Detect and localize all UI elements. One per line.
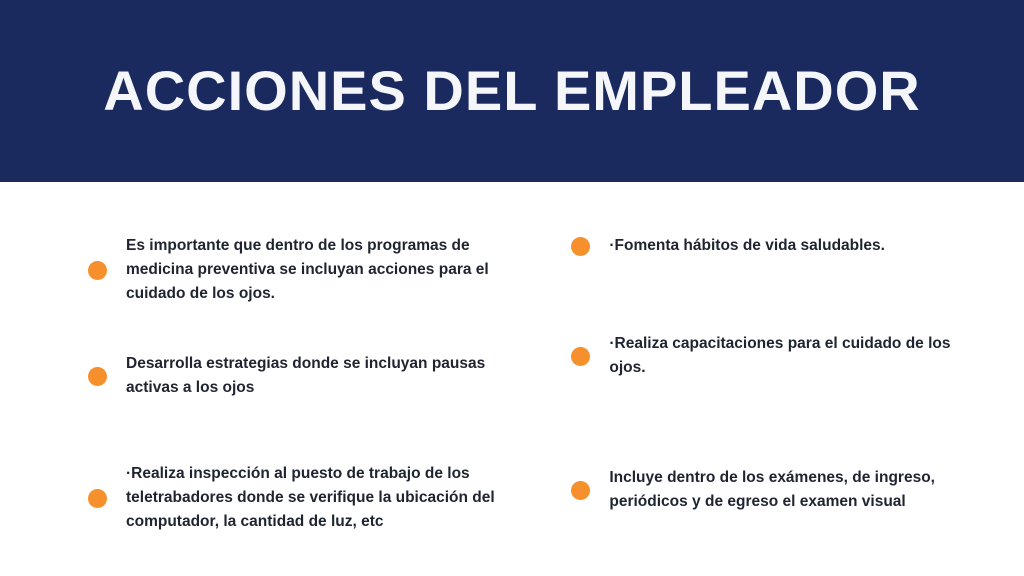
list-item-text: Es importante que dentro de los programas de medicina preventiva se incluyan acciones para el cuidado de los ojos. [126,237,489,303]
list-item [571,234,968,258]
list-item [88,352,517,400]
list-item [571,466,968,514]
right-column [527,234,968,546]
list-item-text: ·Fomenta hábitos de vida saludables. [609,237,885,254]
bullet-dot-icon [571,347,590,366]
list-item-text: Incluye dentro de los exámenes, de ingreso, periódicos y de egreso el examen visual [609,469,935,511]
bullet-dot-icon [571,237,590,256]
left-column [88,234,527,546]
bullet-dot-icon [88,489,107,508]
bullet-dot-icon [88,261,107,280]
list-item-text: ·Realiza inspección al puesto de trabajo de los teletrabadores donde se verifique la ubicación del computador, la cantidad de luz, etc [126,465,495,531]
list-item-text: ·Realiza capacitaciones para el cuidado de los ojos. [609,335,951,377]
bullet-dot-icon [88,367,107,386]
page-title: ACCIONES DEL EMPLEADOR [103,58,921,122]
slide-body [0,182,1024,576]
slide-header-band [0,0,1024,182]
bullet-dot-icon [571,481,590,500]
list-item [88,462,517,534]
list-item [571,332,968,380]
list-item-text: Desarrolla estrategias donde se incluyan pausas activas a los ojos [126,355,486,397]
list-item [88,234,517,306]
